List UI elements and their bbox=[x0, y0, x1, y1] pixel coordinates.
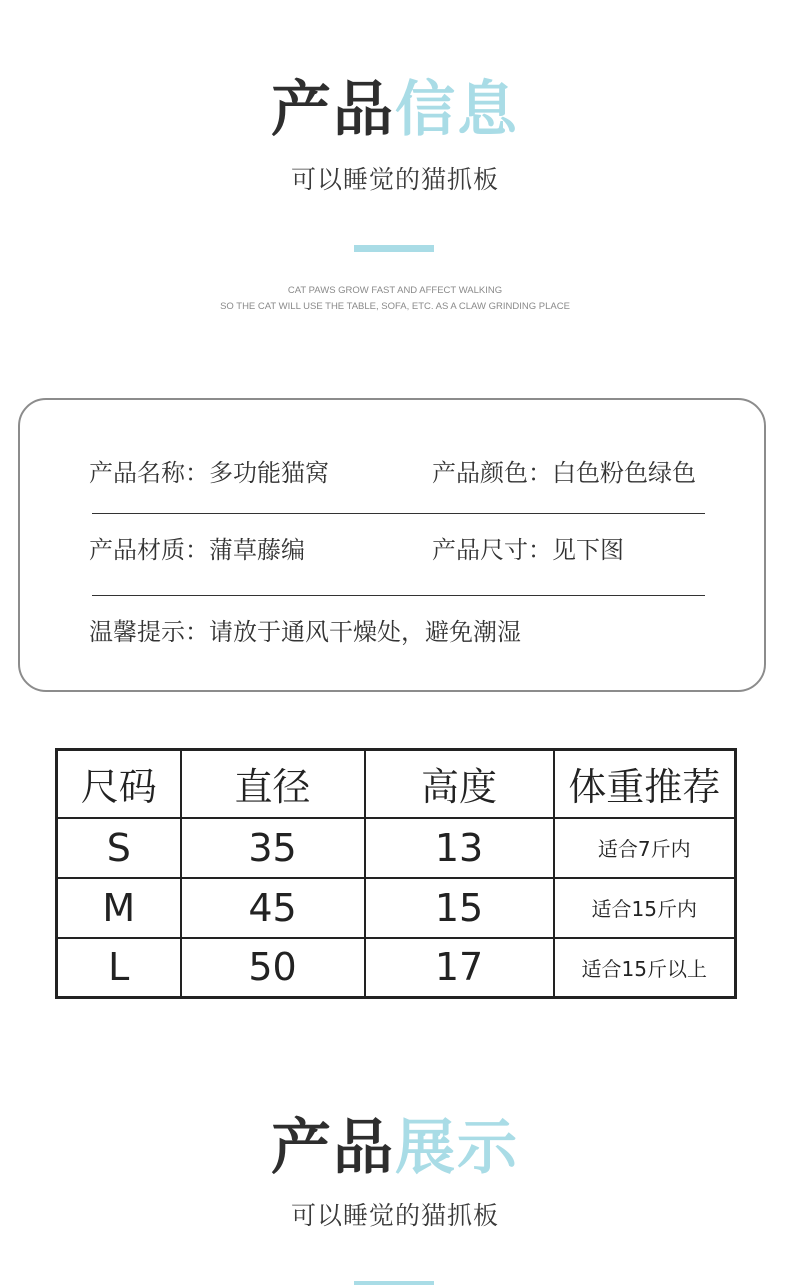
product-size: 产品尺寸：见下图 bbox=[432, 536, 624, 564]
info-divider-2 bbox=[92, 595, 705, 596]
display-title-dark: 产品 bbox=[271, 1113, 395, 1183]
info-section-title bbox=[0, 75, 790, 145]
info-divider-1 bbox=[92, 513, 705, 514]
info-subtitle: 可以睡觉的猫抓板 bbox=[290, 165, 499, 194]
header-diameter: 直径 bbox=[181, 750, 365, 818]
table-row bbox=[57, 938, 736, 998]
cell-weight: 适合15斤内 bbox=[554, 878, 736, 938]
size-table bbox=[55, 748, 737, 999]
info-title-light: 信息 bbox=[395, 75, 519, 145]
display-subtitle: 可以睡觉的猫抓板 bbox=[290, 1201, 499, 1230]
product-color: 产品颜色：白色粉色绿色 bbox=[432, 459, 696, 487]
product-name: 产品名称：多功能猫窝 bbox=[89, 459, 329, 487]
cell-weight: 适合7斤内 bbox=[554, 818, 736, 878]
cell-height: 15 bbox=[365, 878, 554, 938]
english-caption-line-1: CAT PAWS GROW FAST AND AFFECT WALKING bbox=[287, 285, 503, 296]
table-header-row bbox=[57, 750, 736, 818]
cell-diameter: 35 bbox=[181, 818, 365, 878]
table-row bbox=[57, 878, 736, 938]
cell-size: M bbox=[57, 878, 181, 938]
product-material: 产品材质：蒲草藤编 bbox=[89, 536, 305, 564]
cell-height: 13 bbox=[365, 818, 554, 878]
cell-diameter: 45 bbox=[181, 878, 365, 938]
display-section-title bbox=[0, 1113, 790, 1183]
info-title-dark: 产品 bbox=[271, 75, 395, 145]
table-row bbox=[57, 818, 736, 878]
header-height: 高度 bbox=[365, 750, 554, 818]
cell-height: 17 bbox=[365, 938, 554, 998]
english-caption-line-2: SO THE CAT WILL USE THE TABLE, SOFA, ETC. AS A CLAW GRINDING PLACE bbox=[220, 301, 570, 312]
cell-size: L bbox=[57, 938, 181, 998]
display-accent-bar bbox=[354, 1281, 434, 1285]
display-title-light: 展示 bbox=[395, 1113, 519, 1183]
cell-size: S bbox=[57, 818, 181, 878]
info-accent-bar bbox=[354, 245, 434, 252]
cell-weight: 适合15斤以上 bbox=[554, 938, 736, 998]
header-size: 尺码 bbox=[57, 750, 181, 818]
cell-diameter: 50 bbox=[181, 938, 365, 998]
product-tip: 温馨提示：请放于通风干燥处，避免潮湿 bbox=[89, 618, 521, 646]
header-weight: 体重推荐 bbox=[554, 750, 736, 818]
